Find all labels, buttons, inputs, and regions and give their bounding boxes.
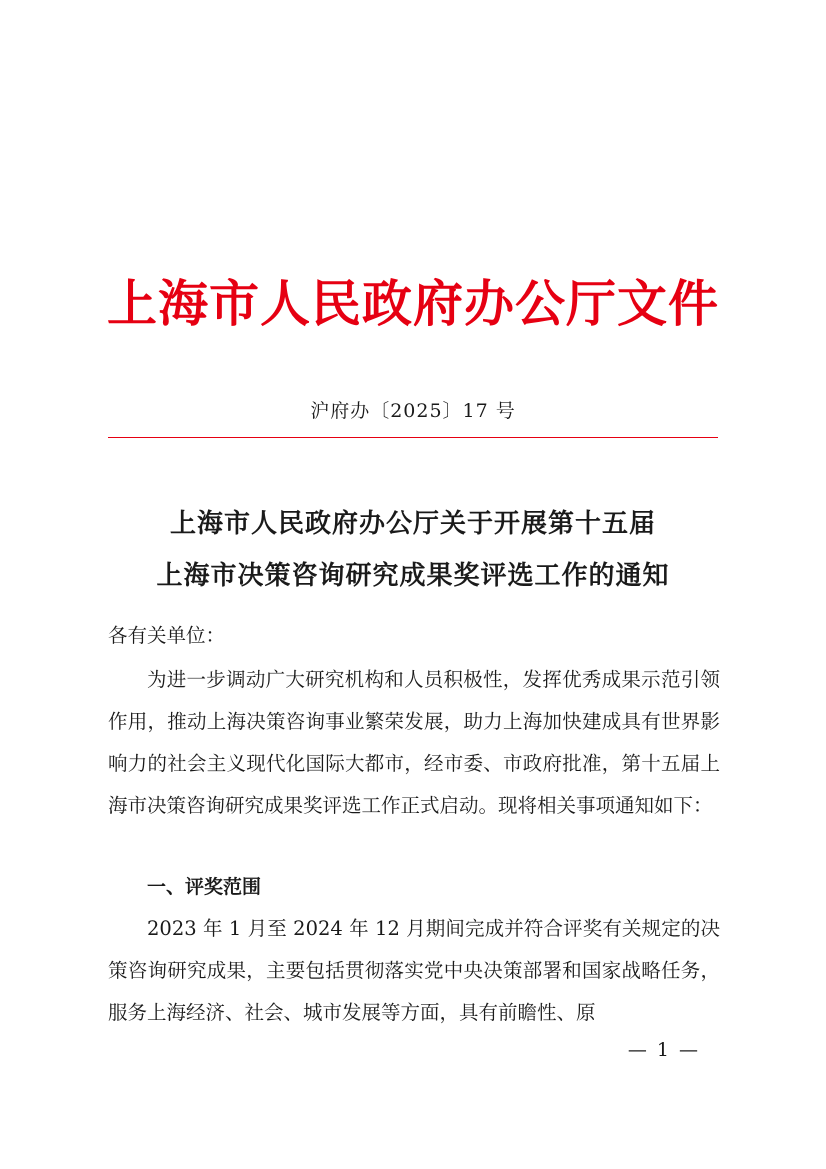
masthead-title: 上海市人民政府办公厅文件: [107, 274, 719, 333]
scope-paragraph: 2023 年 1 月至 2024 年 12 月期间完成并符合评奖有关规定的决策咨询研究成果，主要包括贯彻落实党中央决策部署和国家战略任务，服务上海经济、社会、城市发展等方面，具有前瞻性、原: [108, 917, 720, 1024]
section-heading-scope: 一、评奖范围: [147, 876, 262, 898]
document-title-line-1: 上海市人民政府办公厅关于开展第十五届: [169, 509, 656, 539]
document-number: 沪府办〔2025〕17 号: [310, 400, 516, 422]
intro-paragraph: 为进一步调动广大研究机构和人员积极性，发挥优秀成果示范引领作用，推动上海决策咨询事业繁荣发展，助力上海加快建成具有世界影响力的社会主义现代化国际大都市，经市委、市政府批准，第十五届上海市决策咨询研究成果奖评选工作正式启动。现将相关事项通知如下：: [108, 668, 720, 817]
red-divider-line: [108, 437, 718, 438]
page-number: — 1 —: [627, 1039, 700, 1061]
document-title-line-2: 上海市决策咨询研究成果奖评选工作的通知: [156, 561, 670, 591]
salutation: 各有关单位：: [108, 624, 226, 647]
